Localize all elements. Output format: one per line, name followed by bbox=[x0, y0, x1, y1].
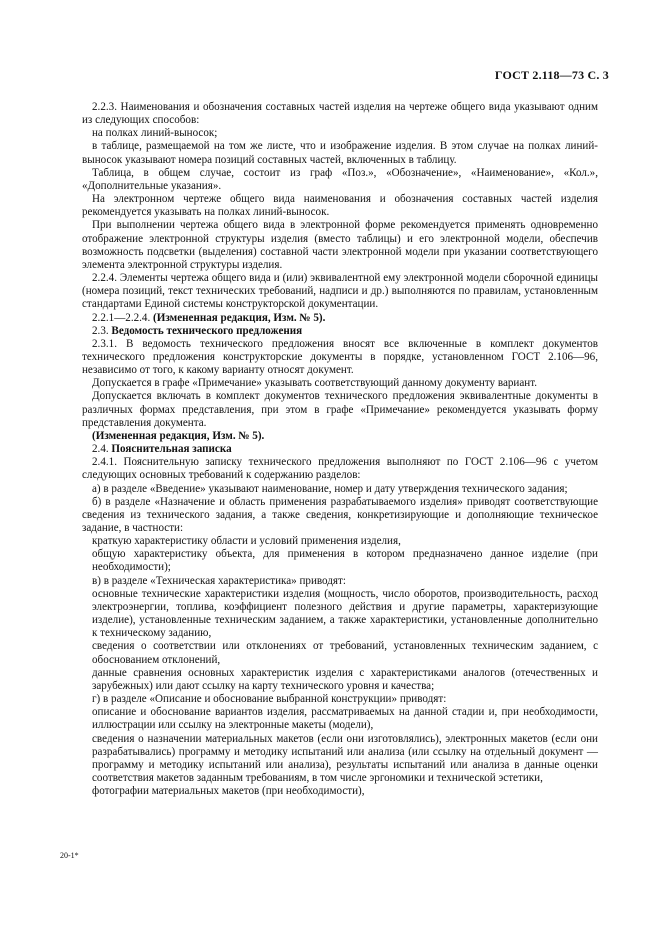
amendment-label: (Измененная редакция, Изм. № 5). bbox=[92, 429, 265, 442]
sub-list-item: сведения о соответствии или отклонениях от требований, установленных техническим заданием, с обоснованием отклонений, bbox=[92, 640, 598, 666]
paragraph-2-3-1: 2.3.1. В ведомость технического предложения вносят все включенные в комплект документов технического предложения конструкторские документы в порядке, установленном ГОСТ 2.106—96, независимо от того, к какому варианту относят документ. bbox=[82, 337, 598, 377]
paragraph: На электронном чертеже общего вида наименования и обозначения составных частей изделия рекомендуется указывать на полках линий-выносок. bbox=[82, 193, 598, 219]
paragraph-2-2-3: 2.2.3. Наименования и обозначения составных частей изделия на чертеже общего вида указывают одним из следующих способов: bbox=[82, 101, 598, 127]
list-item: на полках линий-выносок; bbox=[92, 127, 218, 140]
sub-list-item: описание и обоснование вариантов изделия, рассматриваемых на данной стадии и, при необходимости, иллюстрации или ссылку на электронные макеты (модели), bbox=[92, 706, 598, 732]
paragraph-2-4-1: 2.4.1. Пояснительную записку технического предложения выполняют по ГОСТ 2.106—96 с учетом следующих основных требований к содержанию разделов: bbox=[82, 456, 598, 482]
amendment-label: (Измененная редакция, Изм. № 5). bbox=[153, 311, 326, 324]
sub-list-item: основные технические характеристики изделия (мощность, число оборотов, производительность, расход электроэнергии, топлива, коэффициент полезного действия и другие параметры, характеризующие изделие), установленные техническим заданием, а также характеристики, установленные дополнительно к техническому заданию, bbox=[92, 587, 598, 640]
section-number: 2.3. bbox=[92, 324, 109, 337]
list-item: г) в разделе «Описание и обоснование выбранной конструкции» приводят: bbox=[92, 693, 447, 706]
sub-list-item: краткую характеристику области и условий применения изделия, bbox=[92, 535, 401, 548]
clause-range: 2.2.1—2.2.4. bbox=[92, 311, 151, 324]
paragraph: При выполнении чертежа общего вида в электронной форме рекомендуется применять одновременно отображение электронной структуры изделия (вместо таблицы) и его электронной модели, обеспечив возможность подсветки (выделения) составной части электронной модели при указании соответствующего элемента электронной структуры изделия. bbox=[82, 219, 598, 271]
list-item: в таблице, размещаемой на том же листе, что и изображение изделия. В этом случае на полках линий-выносок указывают номера позиций составных частей, включенных в таблицу. bbox=[82, 140, 598, 166]
page-footer-mark: 20-1* bbox=[60, 851, 79, 860]
sub-list-item: сведения о назначении материальных макетов (если они изготовлялись), электронных макетов (если они разрабатывались) программу и методику испытаний или анализа (или ссылку на отдельный документ — программу и методику испытаний или анализа), результаты испытаний или анализа в данные оценки соответствия макетов заданным требованиям, в том числе эргономики и технической эстетики, bbox=[92, 732, 598, 784]
section-heading bbox=[82, 325, 598, 338]
section-heading bbox=[82, 443, 598, 456]
paragraph: Допускается в графе «Примечание» указывать соответствующий данному документу вариант. bbox=[92, 377, 538, 390]
paragraph: Допускается включать в комплект документов технического предложения эквивалентные документы в различных формах представления, при этом в графе «Примечание» рекомендуется указывать форму представления документа. bbox=[82, 390, 598, 429]
sub-list-item: фотографии материальных макетов (при необходимости), bbox=[92, 785, 365, 798]
sub-list-item: данные сравнения основных характеристик изделия с характеристиками аналогов (отечественных и зарубежных) или дают ссылку на карту технического уровня и качества; bbox=[92, 666, 598, 692]
section-title: Ведомость технического предложения bbox=[111, 324, 303, 337]
list-item: б) в разделе «Назначение и область применения разрабатываемого изделия» приводят соответствующие сведения из технического задания, а также сведения, конкретизирующие и дополняющие техническое задание, в частности: bbox=[82, 495, 598, 534]
sub-list-item: общую характеристику объекта, для применения в котором предназначено данное изделие (при необходимости); bbox=[92, 548, 598, 574]
section-title: Пояснительная записка bbox=[111, 443, 232, 456]
paragraph: Таблица, в общем случае, состоит из граф «Поз.», «Обозначение», «Наименование», «Кол.», «Дополнительные указания». bbox=[82, 166, 598, 192]
list-item: в) в разделе «Техническая характеристика» приводят: bbox=[92, 574, 346, 587]
list-item: а) в разделе «Введение» указывают наименование, номер и дату утверждения технического задания; bbox=[92, 482, 568, 495]
section-number: 2.4. bbox=[92, 443, 109, 456]
amendment-note bbox=[82, 312, 598, 325]
page-header: ГОСТ 2.118—73 С. 3 bbox=[494, 68, 609, 82]
document-body bbox=[82, 101, 598, 798]
paragraph-2-2-4: 2.2.4. Элементы чертежа общего вида и (или) эквивалентной ему электронной модели сборочной единицы (номера позиций, текст технических требований, надписи и др.) выполняются по правилам, установленным стандартами Единой системы конструкторской документации. bbox=[82, 272, 598, 311]
